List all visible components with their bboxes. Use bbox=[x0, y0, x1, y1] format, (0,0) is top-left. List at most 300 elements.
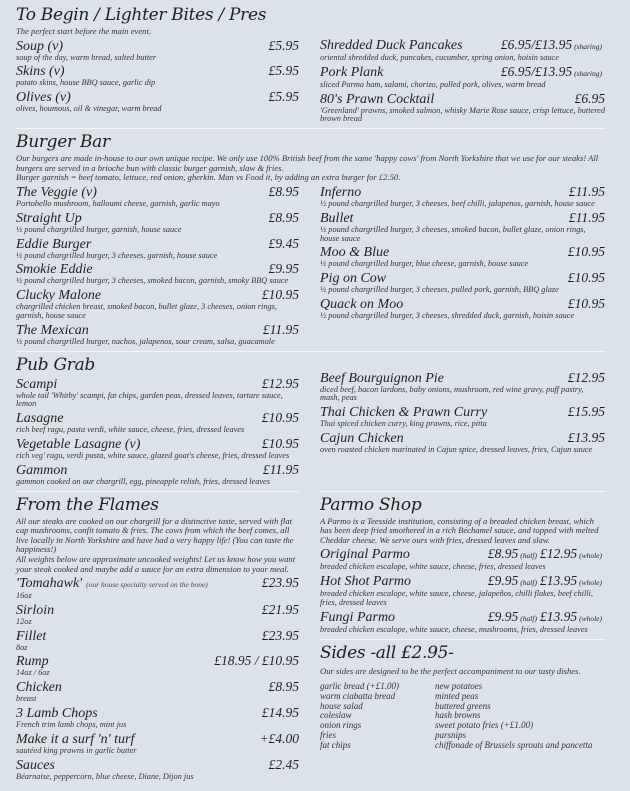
menu-list bbox=[320, 371, 605, 455]
price-value: £5.95 bbox=[268, 63, 299, 79]
price-note: (sharing) bbox=[574, 68, 602, 78]
price-value: £12.95 bbox=[261, 375, 299, 391]
item-price bbox=[269, 90, 299, 104]
item-header bbox=[16, 39, 299, 54]
item-name-text: Pork Plank bbox=[320, 64, 384, 80]
item-price bbox=[269, 237, 299, 251]
price-value: £10.95 bbox=[567, 270, 605, 286]
item-header bbox=[320, 38, 605, 54]
item-name-text: Clucky Malone bbox=[16, 288, 102, 304]
item-price bbox=[569, 185, 605, 199]
item-name bbox=[320, 39, 463, 53]
item-price bbox=[501, 65, 605, 81]
price-value: £12.95 bbox=[567, 369, 605, 385]
item-name-text: Bullet bbox=[320, 210, 354, 226]
item-name bbox=[16, 378, 57, 392]
divider bbox=[16, 351, 605, 352]
item-name-text: Make it a surf 'n' turf bbox=[16, 731, 135, 747]
price-value: £23.95 bbox=[261, 575, 299, 591]
item-price bbox=[269, 758, 299, 772]
price-value: £11.95 bbox=[568, 183, 605, 199]
item-header bbox=[320, 271, 605, 286]
price-value: £5.95 bbox=[268, 89, 299, 105]
menu-item bbox=[16, 437, 299, 461]
item-name-text: 80's Prawn Cocktail bbox=[320, 91, 435, 107]
section-title: Parmo Shop bbox=[320, 494, 422, 515]
item-description: olives, houmous, oil & vinegar, warm bread bbox=[16, 104, 162, 114]
item-header bbox=[320, 574, 605, 590]
item-name bbox=[320, 548, 410, 562]
item-description: breaded chicken escalope, white sauce, cheese, jalapeños, chilli flakes, beef chilli, fries, dressed leaves bbox=[320, 589, 593, 607]
price-value: £6.95/£13.95 bbox=[500, 63, 573, 79]
item-name bbox=[16, 759, 55, 773]
side-item: garlic bread (+£1.00) bbox=[320, 681, 399, 692]
price-value: £9.95 bbox=[487, 573, 519, 589]
item-name bbox=[16, 40, 63, 54]
price-value: £11.95 bbox=[568, 209, 605, 225]
section-intro: Our sides are designed to be the perfect accompaniment to our tasty dishes. bbox=[320, 665, 581, 676]
item-name-text: 'Tomahawk' bbox=[16, 576, 83, 592]
item-description: ½ pound chargrilled burger, 3 cheeses, pulled pork, garnish, BBQ glaze bbox=[320, 285, 559, 295]
item-price bbox=[262, 288, 299, 302]
section-intro-garnish: Burger garnish = beef tomato, lettuce, red onion, gherkin. Man vs Food it, by adding an extra burger for £2.50. bbox=[16, 172, 401, 183]
menu-item bbox=[16, 237, 299, 261]
item-name bbox=[320, 246, 389, 260]
item-name-text: Moo & Blue bbox=[320, 245, 390, 261]
item-name-text: Skins (v) bbox=[16, 64, 65, 80]
item-name bbox=[16, 212, 82, 226]
menu-list bbox=[16, 576, 299, 781]
item-price bbox=[488, 547, 605, 563]
price-value: £10.95 bbox=[567, 295, 605, 311]
sides-list bbox=[320, 682, 605, 751]
item-header bbox=[320, 185, 605, 200]
item-header bbox=[320, 371, 605, 386]
item-name-text: Olives (v) bbox=[16, 90, 71, 106]
item-name-text: Vegetable Lasagne (v) bbox=[16, 436, 141, 452]
menu-item bbox=[320, 610, 605, 635]
item-name-text: Hot Shot Parmo bbox=[320, 574, 411, 590]
section-pub-grab bbox=[16, 355, 605, 487]
side-item: chiffonade of Brussels sprouts and pancetta bbox=[435, 739, 593, 750]
item-name bbox=[16, 577, 208, 592]
menu-item bbox=[320, 245, 605, 269]
side-item: buttered greens bbox=[435, 700, 491, 711]
item-name bbox=[320, 611, 395, 625]
item-description: 16oz bbox=[16, 591, 32, 601]
section-parmo-shop bbox=[320, 491, 605, 635]
item-name bbox=[320, 66, 383, 80]
menu-item bbox=[16, 758, 299, 782]
divider bbox=[16, 491, 299, 492]
menu-item bbox=[16, 680, 299, 704]
price-note-2: (whole) bbox=[579, 613, 602, 623]
menu-item bbox=[320, 371, 605, 404]
item-header bbox=[320, 92, 605, 107]
item-name bbox=[16, 289, 101, 303]
item-price bbox=[568, 431, 605, 445]
item-price bbox=[568, 271, 605, 285]
item-name-text: Eddie Burger bbox=[16, 236, 92, 252]
item-name bbox=[16, 464, 67, 478]
item-price bbox=[269, 39, 299, 53]
menu-item bbox=[320, 211, 605, 244]
side-item: fries bbox=[320, 730, 337, 741]
price-value: £8.95 bbox=[268, 209, 299, 225]
item-header bbox=[16, 680, 299, 695]
item-name-text: Gammon bbox=[16, 462, 68, 478]
item-price bbox=[262, 706, 299, 720]
item-price bbox=[568, 405, 605, 419]
item-name bbox=[320, 93, 434, 107]
item-name bbox=[16, 238, 91, 252]
pub-grab-right bbox=[320, 355, 605, 455]
price-note: (half) bbox=[520, 551, 537, 561]
price-value: £9.45 bbox=[268, 235, 299, 251]
item-description: oriental shredded duck, pancakes, cucumber, spring onion, hoisin sauce bbox=[320, 53, 559, 62]
menu-list bbox=[16, 39, 299, 114]
side-item: hash browns bbox=[435, 710, 481, 721]
item-description: potato skins, house BBQ sauce, garlic dip bbox=[16, 78, 156, 88]
side-item: minted peas bbox=[435, 690, 479, 701]
item-description: 14oz / 6oz bbox=[16, 668, 50, 678]
menu-item bbox=[16, 185, 299, 209]
sides-column bbox=[435, 682, 605, 751]
price-value: £10.95 bbox=[261, 435, 299, 451]
side-item: house salad bbox=[320, 700, 363, 711]
item-name-text: The Mexican bbox=[16, 322, 89, 338]
section-intro: A Parmo is a Teesside institution, consisting of a breaded chicken breast, which has been deep fried smothered in a rich Béchamel sauce, and topped with melted Cheddar cheese. We serve ours with fries, dressed leaves and slaw. bbox=[320, 515, 599, 545]
menu-item bbox=[16, 463, 299, 487]
item-header bbox=[320, 431, 605, 446]
to-begin-right bbox=[320, 5, 605, 124]
price-note-2: (whole) bbox=[579, 551, 602, 561]
item-description: Béarnaise, peppercorn, blue cheese, Diane, Dijon jus bbox=[16, 771, 194, 781]
menu-list bbox=[320, 183, 605, 321]
section-to-begin bbox=[16, 5, 605, 124]
price-value: £9.95 bbox=[487, 608, 519, 624]
item-description: ½ pound chargrilled burger, nachos, jalapenos, sour cream, salsa, guacamole bbox=[16, 336, 275, 346]
menu-item bbox=[320, 431, 605, 455]
item-name-text: Smokie Eddie bbox=[16, 262, 93, 278]
item-header bbox=[320, 297, 605, 312]
item-name bbox=[320, 372, 444, 386]
item-name-text: Sirloin bbox=[16, 602, 55, 618]
side-item: fat chips bbox=[320, 739, 351, 750]
price-value: £11.95 bbox=[262, 461, 299, 477]
item-name bbox=[16, 186, 97, 200]
item-price bbox=[488, 574, 605, 590]
item-price bbox=[262, 576, 299, 590]
item-header bbox=[16, 262, 299, 277]
item-name-text: Fungi Parmo bbox=[320, 609, 396, 625]
item-price bbox=[262, 603, 299, 617]
menu-item bbox=[16, 377, 299, 410]
item-name bbox=[16, 681, 62, 695]
menu-item bbox=[320, 92, 605, 125]
item-name bbox=[320, 406, 487, 420]
item-header bbox=[320, 547, 605, 563]
item-description: 8oz bbox=[16, 642, 28, 652]
price-value: £21.95 bbox=[261, 601, 299, 617]
menu-item bbox=[16, 629, 299, 653]
item-description: chargrilled chicken breast, smoked bacon, bullet glaze, 3 cheeses, onion rings, garnish, house sauce bbox=[16, 302, 277, 320]
side-item: onion rings bbox=[320, 720, 362, 731]
side-item: new potatoes bbox=[435, 681, 483, 692]
price-value: £13.95 bbox=[567, 429, 605, 445]
menu-item bbox=[16, 706, 299, 730]
item-price bbox=[269, 262, 299, 276]
menu-item bbox=[16, 576, 299, 601]
section-title: From the Flames bbox=[16, 494, 159, 515]
item-name-text: Original Parmo bbox=[320, 547, 410, 563]
price-value: £18.95 / £10.95 bbox=[214, 653, 299, 669]
section-sides bbox=[320, 643, 605, 751]
burger-columns bbox=[16, 183, 605, 347]
item-price bbox=[262, 411, 299, 425]
section-from-the-flames bbox=[16, 487, 299, 782]
price-value-2: £12.95 bbox=[539, 546, 578, 562]
item-description: Portobello mushroom, halloumi cheese, garnish, garlic mayo bbox=[16, 198, 220, 208]
item-name-text: Soup (v) bbox=[16, 38, 64, 54]
item-description: breaded chicken escalope, white sauce, cheese, mushrooms, fries, dressed leaves bbox=[320, 624, 588, 634]
item-description: 12oz bbox=[16, 616, 32, 626]
menu-item bbox=[320, 547, 605, 572]
item-price bbox=[260, 732, 300, 746]
item-price bbox=[269, 185, 299, 199]
menu-item bbox=[16, 64, 299, 88]
menu-list bbox=[320, 38, 605, 124]
section-intro-weights: All weights below are approximate uncooked weights! Let us know how you want your steak cooked and maybe add a sauce for an extra dimension to your meal. bbox=[16, 553, 296, 574]
item-header bbox=[16, 463, 299, 478]
menu-item bbox=[320, 297, 605, 321]
item-name bbox=[16, 65, 65, 79]
item-header bbox=[16, 64, 299, 79]
price-value: £10.95 bbox=[261, 410, 299, 426]
item-name-text: Straight Up bbox=[16, 210, 82, 226]
item-header bbox=[16, 211, 299, 226]
item-description: rich veg' ragu, verdi pasta, white sauce, glazed goat's cheese, fries, dressed leaves bbox=[16, 450, 290, 460]
item-name-text: Cajun Chicken bbox=[320, 430, 404, 446]
bottom-right bbox=[320, 487, 605, 751]
item-header bbox=[16, 603, 299, 618]
item-description: ½ pound chargrilled burger, blue cheese, garnish, house sauce bbox=[320, 259, 529, 269]
item-note: (our house specialty served on the bone) bbox=[86, 580, 208, 590]
item-name bbox=[16, 630, 46, 644]
item-name-text: Pig on Cow bbox=[320, 271, 387, 287]
menu-list bbox=[16, 377, 299, 487]
item-description: ½ pound chargrilled burger, garnish, house sauce bbox=[16, 224, 182, 234]
item-description: ½ pound chargrilled burger, 3 cheeses, beef chilli, jalapenos, garnish, house sauce bbox=[320, 198, 595, 208]
menu-item bbox=[16, 211, 299, 235]
sides-column bbox=[320, 682, 435, 751]
item-price bbox=[263, 323, 299, 337]
section-intro: All our steaks are cooked on our chargrill for a distinctive taste, served with flat cap mushrooms, confit tomato & fries. The cows from which the beef comes, all live locally in North Yorkshire and have had a very happy life! (You can taste the happiness!) bbox=[16, 515, 294, 555]
item-price bbox=[501, 38, 605, 54]
item-name-text: Beef Bourguignon Pie bbox=[320, 370, 444, 386]
side-item: warm ciabatta bread bbox=[320, 690, 396, 701]
item-name bbox=[16, 604, 54, 618]
item-name-text: Inferno bbox=[320, 184, 362, 200]
item-header bbox=[16, 437, 299, 452]
price-value: £6.95/£13.95 bbox=[500, 37, 573, 52]
item-name bbox=[16, 438, 140, 452]
menu-item bbox=[320, 65, 605, 90]
item-header bbox=[16, 237, 299, 252]
item-price bbox=[262, 629, 299, 643]
menu-item bbox=[16, 732, 299, 756]
price-value: £8.95 bbox=[268, 679, 299, 695]
to-begin-left bbox=[16, 5, 299, 114]
price-note: (half) bbox=[520, 578, 537, 588]
section-burger-bar bbox=[16, 132, 605, 346]
menu-list bbox=[16, 183, 299, 347]
item-description: breaded chicken escalope, white sauce, cheese, fries, dressed leaves bbox=[320, 562, 546, 572]
price-value-2: £13.95 bbox=[539, 608, 578, 624]
item-description: ½ pound chargrilled burger, 3 cheeses, smoked bacon, garnish, smoky BBQ sauce bbox=[16, 276, 289, 286]
menu-item bbox=[16, 603, 299, 627]
item-price bbox=[269, 64, 299, 78]
menu-item bbox=[320, 574, 605, 608]
item-description: breast bbox=[16, 694, 37, 704]
item-name bbox=[16, 707, 98, 721]
item-description: gammon cooked on our chargrill, egg, pineapple relish, fries, dressed leaves bbox=[16, 476, 270, 486]
section-title: Sides -all £2.95- bbox=[320, 642, 454, 663]
divider bbox=[320, 491, 605, 492]
price-value: £23.95 bbox=[261, 627, 299, 643]
item-name-text: 3 Lamb Chops bbox=[16, 706, 98, 722]
price-value: £10.95 bbox=[261, 287, 299, 303]
item-header bbox=[320, 65, 605, 81]
side-item: sweet potato fries (+£1.00) bbox=[435, 720, 534, 731]
item-name bbox=[320, 432, 404, 446]
item-description: French trim lamb chops, mint jus bbox=[16, 720, 127, 730]
price-value: £2.45 bbox=[268, 756, 299, 772]
item-header bbox=[16, 288, 299, 303]
item-description: diced beef, bacon lardons, baby onions, mushroom, red wine gravy, puff pastry, mash, peas bbox=[320, 384, 584, 403]
menu-item bbox=[320, 271, 605, 295]
price-value: £11.95 bbox=[262, 321, 299, 337]
item-header bbox=[16, 732, 299, 747]
side-item: coleslaw bbox=[320, 710, 352, 721]
item-name-text: Lasagne bbox=[16, 411, 64, 427]
item-name-text: Chicken bbox=[16, 680, 62, 696]
price-value: £5.95 bbox=[268, 37, 299, 53]
item-price bbox=[575, 92, 605, 106]
divider bbox=[320, 639, 605, 640]
menu-item bbox=[16, 411, 299, 435]
price-value: £6.95 bbox=[574, 90, 605, 106]
item-price bbox=[488, 610, 605, 626]
item-price bbox=[269, 680, 299, 694]
item-name bbox=[320, 272, 386, 286]
menu-item bbox=[16, 323, 299, 347]
item-header bbox=[16, 377, 299, 392]
item-price bbox=[262, 437, 299, 451]
menu-item bbox=[16, 90, 299, 114]
item-description: oven roasted chicken marinated in Cajun spice, dressed leaves, fries, Cajun sauce bbox=[320, 444, 593, 454]
menu-item bbox=[320, 185, 605, 209]
item-price bbox=[568, 371, 605, 385]
item-name bbox=[16, 324, 89, 338]
menu-item bbox=[16, 39, 299, 63]
item-price bbox=[269, 211, 299, 225]
item-name-text: Quack on Moo bbox=[320, 296, 404, 312]
menu-item bbox=[16, 288, 299, 321]
item-price bbox=[263, 463, 299, 477]
price-value: +£4.00 bbox=[259, 730, 299, 746]
pub-grab-left bbox=[16, 355, 299, 487]
item-description: rich beef ragu, pasta verdi, white sauce, cheese, fries, dressed leaves bbox=[16, 425, 245, 435]
item-name bbox=[320, 186, 361, 200]
price-note-2: (whole) bbox=[579, 578, 602, 588]
item-header bbox=[16, 654, 299, 669]
section-title: To Begin / Lighter Bites / Pres bbox=[16, 5, 267, 25]
item-header bbox=[16, 323, 299, 338]
item-header bbox=[16, 411, 299, 426]
item-name-text: Shredded Duck Pancakes bbox=[320, 38, 463, 53]
item-description: sliced Parma ham, salami, chorizo, pulled pork, olives, warm bread bbox=[320, 79, 546, 89]
item-description: whole tail 'Whitby' scampi, fat chips, garden peas, dressed leaves, tartare sauce, lemon bbox=[16, 390, 283, 409]
section-intro: The perfect start before the main event. bbox=[16, 26, 151, 36]
item-name bbox=[16, 412, 63, 426]
item-name-text: Rump bbox=[16, 654, 49, 670]
item-name bbox=[16, 733, 134, 747]
item-price bbox=[568, 297, 605, 311]
item-header bbox=[16, 576, 299, 592]
item-description: 'Greenland' prawns, smoked salmon, whisky Marie Rose sauce, crisp lettuce, buttered brown bread bbox=[320, 105, 605, 124]
item-description: ½ pound chargrilled burger, 3 cheeses, smoked bacon, bullet glaze, onion rings, house sauce bbox=[320, 224, 586, 243]
item-price bbox=[569, 211, 605, 225]
item-name-text: Sauces bbox=[16, 757, 55, 773]
price-value: £15.95 bbox=[567, 404, 605, 420]
item-header bbox=[16, 90, 299, 105]
item-name bbox=[320, 212, 353, 226]
bottom-columns bbox=[16, 487, 605, 782]
section-title: Pub Grab bbox=[16, 354, 95, 375]
item-description: ½ pound chargrilled burger, 3 cheeses, shredded duck, garnish, hoisin sauce bbox=[320, 310, 575, 320]
menu-item bbox=[16, 262, 299, 286]
item-header bbox=[320, 610, 605, 626]
price-value: £8.95 bbox=[268, 183, 299, 199]
price-value: £9.95 bbox=[268, 261, 299, 277]
item-header bbox=[16, 758, 299, 773]
menu-item bbox=[16, 654, 299, 678]
item-name-text: The Veggie (v) bbox=[16, 184, 97, 200]
item-name-text: Fillet bbox=[16, 628, 47, 644]
menu-item bbox=[320, 38, 605, 63]
item-name-text: Scampi bbox=[16, 376, 58, 392]
price-value-2: £13.95 bbox=[539, 573, 578, 589]
item-name bbox=[320, 298, 403, 312]
item-name bbox=[320, 575, 411, 589]
item-description: Thai spiced chicken curry, king prawns, rice, pitta bbox=[320, 419, 487, 429]
divider bbox=[16, 128, 605, 129]
item-name-text: Thai Chicken & Prawn Curry bbox=[320, 405, 488, 421]
item-name bbox=[16, 263, 93, 277]
item-price bbox=[262, 377, 299, 391]
item-price bbox=[568, 245, 605, 259]
item-header bbox=[16, 629, 299, 644]
item-name bbox=[16, 91, 71, 105]
item-header bbox=[16, 185, 299, 200]
price-note: (half) bbox=[520, 613, 537, 623]
price-value: £14.95 bbox=[261, 705, 299, 721]
item-header bbox=[320, 405, 605, 420]
item-description: ½ pound chargrilled burger, 3 cheeses, garnish, house sauce bbox=[16, 250, 218, 260]
item-header bbox=[320, 211, 605, 226]
section-intro: Our burgers are made in-house to our own unique recipe. We only use 100% British beef from the same 'happy cows' from North Yorkshire that we use for our steaks! All burgers are served in a brioche bun with classic burger garnish, slaw & fries. bbox=[16, 153, 599, 173]
